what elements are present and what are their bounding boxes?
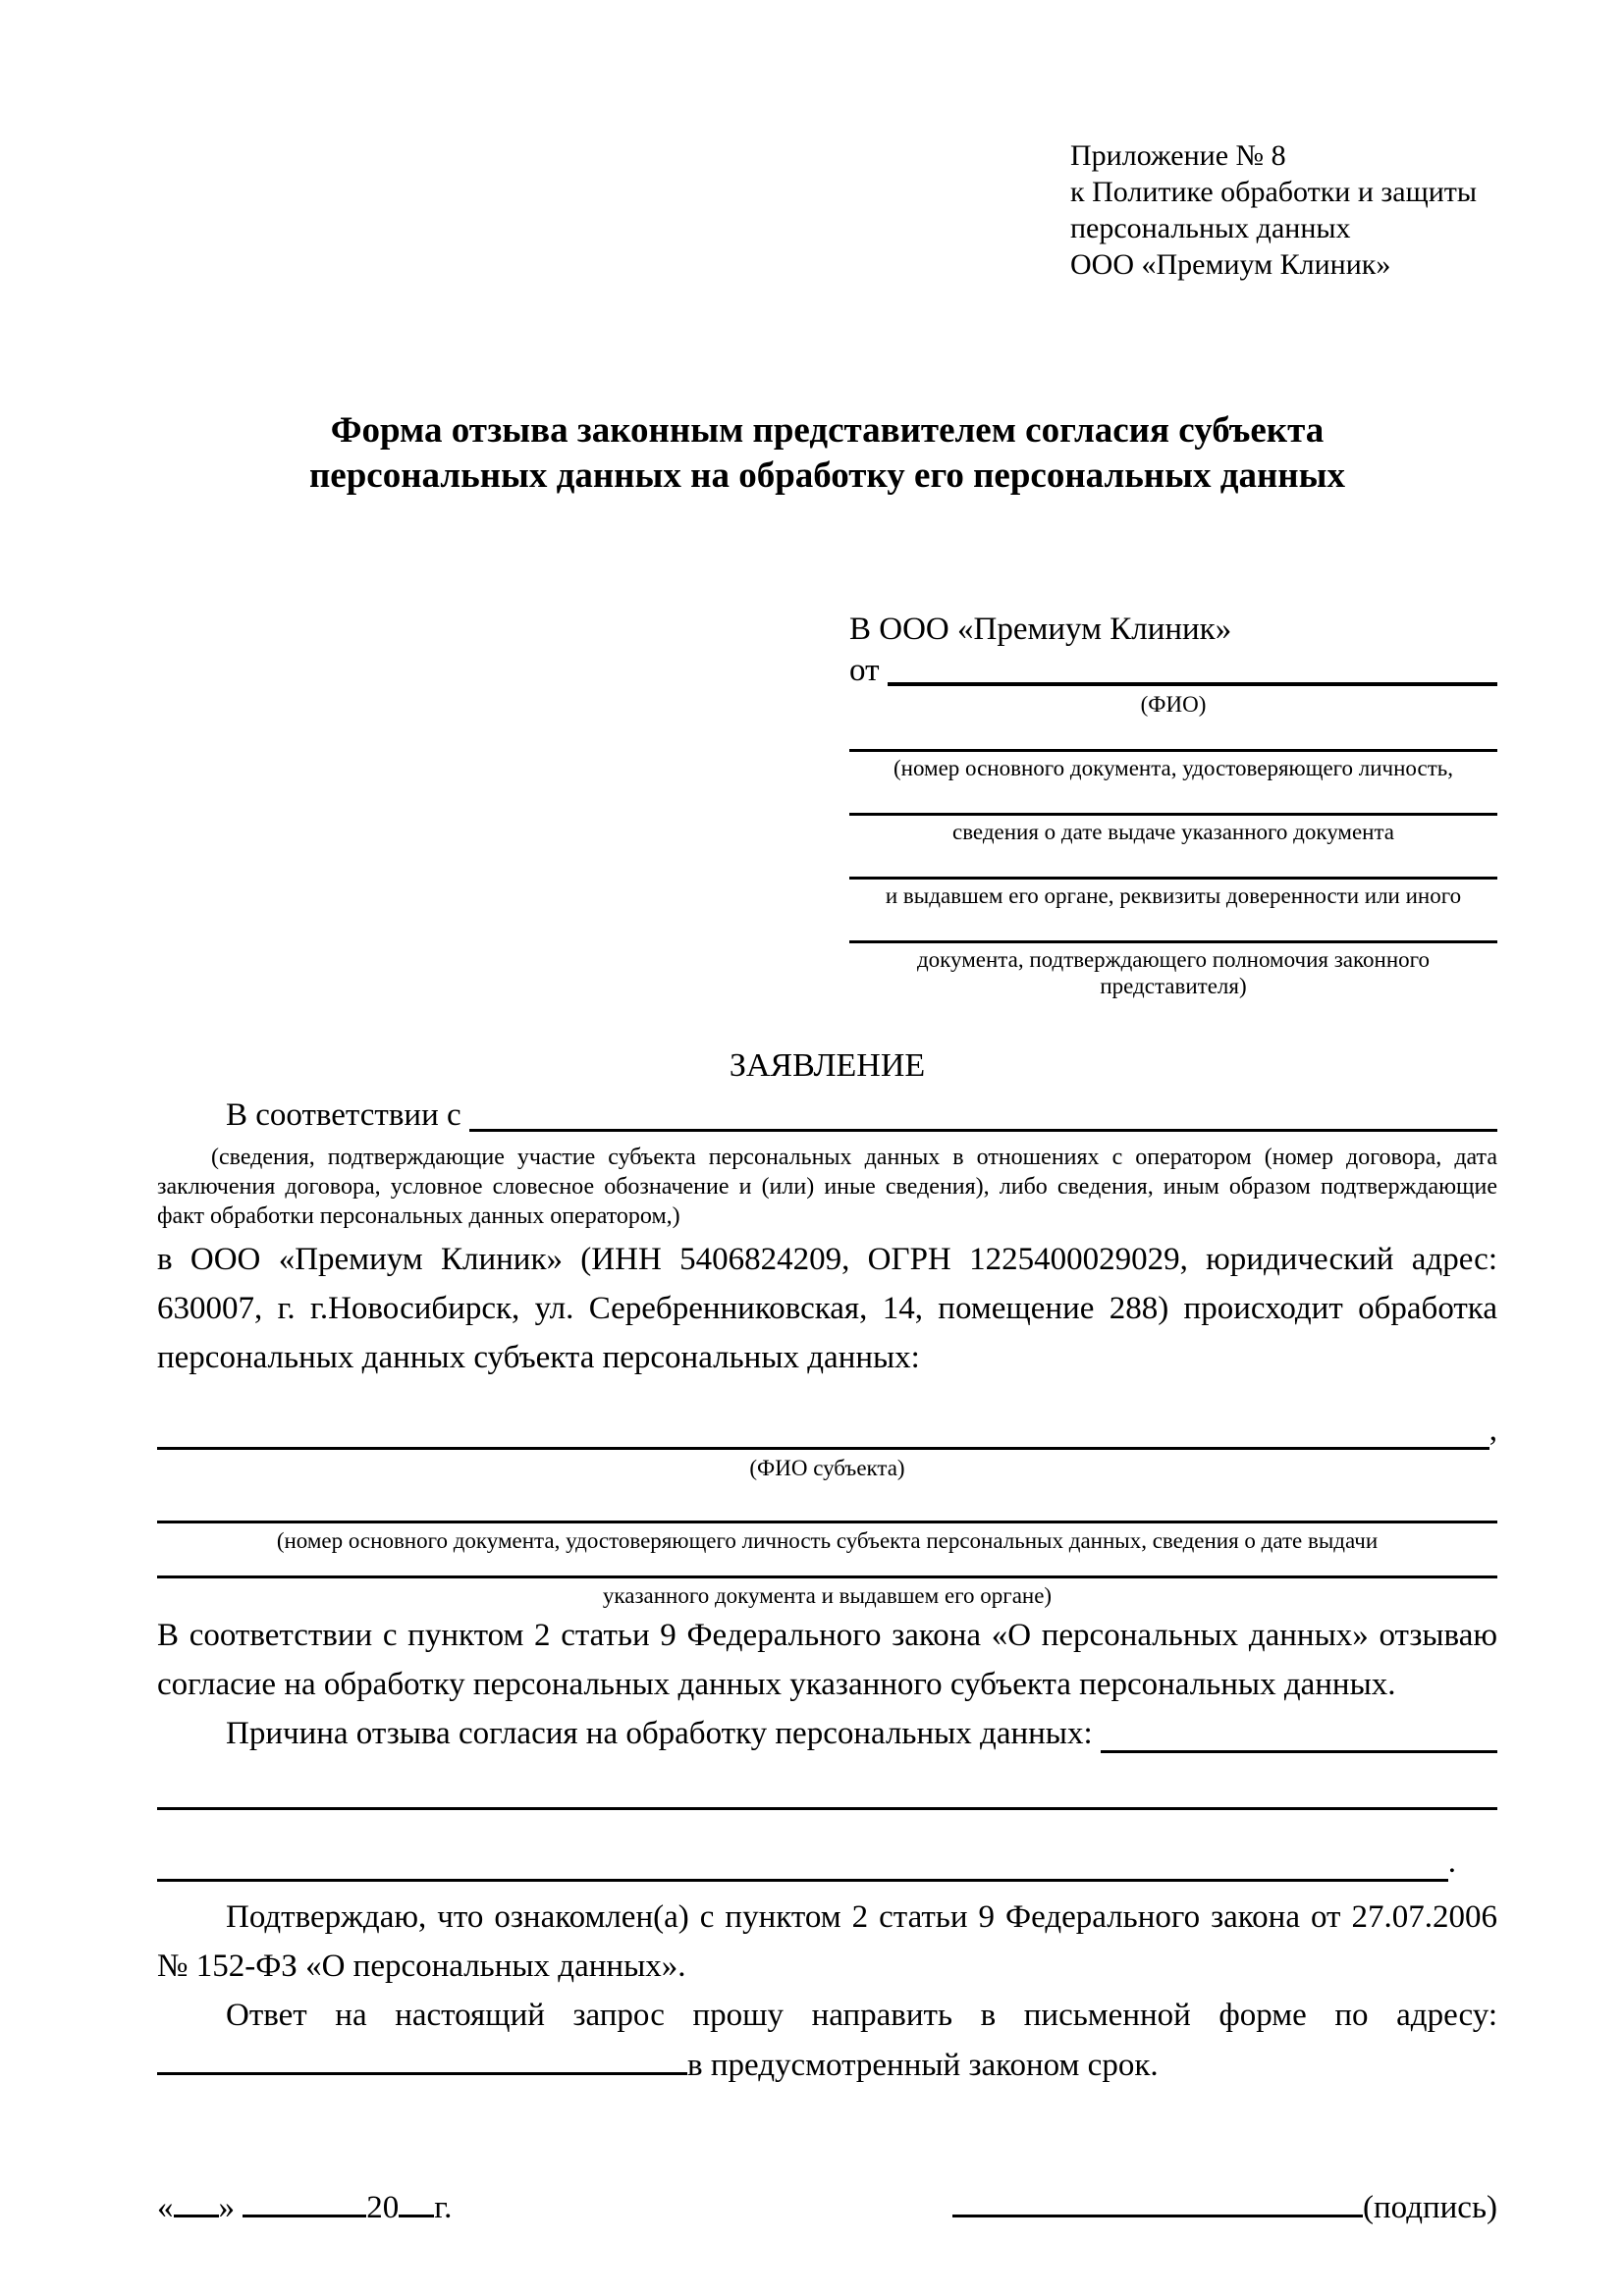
appendix-line: персональных данных: [1070, 212, 1351, 244]
field-caption: (номер основного документа, удостоверяющего личность,: [893, 756, 1453, 780]
subject-fio-line: [157, 1406, 1497, 1455]
intro-line: [157, 1094, 1497, 1137]
date-month-blank: [243, 2185, 366, 2217]
reason-spacer: [1093, 1709, 1101, 1758]
addressee-block: [849, 609, 1497, 999]
blank-line: [157, 1807, 1497, 1810]
blank-line: [157, 1521, 1497, 1523]
withdrawal-paragraph: В соответствии с пунктом 2 статьи 9 Федерального закона «О персональных данных» отзываю согласие на обработку персональных данных указанного субъекта персональных данных.: [157, 1618, 1497, 1702]
reason-blank-line: [1101, 1709, 1497, 1753]
field-caption: сведения о дате выдаче указанного документа: [951, 820, 1395, 844]
blank-line: [849, 940, 1497, 943]
date-group: [157, 2185, 452, 2229]
address-blank-line: [157, 2043, 687, 2075]
field-caption: и выдавшем его органе, реквизиты доверенности или иного: [885, 883, 1462, 908]
blank-line: [849, 749, 1497, 752]
operator-paragraph: в ООО «Премиум Клиник» (ИНН 5406824209, ОГРН 1225400029029, юридический адрес: 630007, г. г.Новосибирск, ул. Серебренниковская, 14, помещение 288) происходит обработка персональных данных субъекта персональных данных:: [157, 1242, 1497, 1375]
subject-fio-blank-line: [157, 1406, 1489, 1450]
field-caption: документа, подтверждающего полномочия законного представителя): [916, 947, 1430, 998]
blank-line: [849, 877, 1497, 880]
addressee-to: В ООО «Премиум Клиник»: [849, 612, 1232, 647]
intro-spacer: [461, 1094, 469, 1137]
from-spacer: [880, 650, 888, 691]
date-year-prefix: 20: [366, 2190, 400, 2225]
appendix-line: ООО «Премиум Клиник»: [1070, 248, 1391, 281]
intro-label: В соответствии с: [226, 1097, 461, 1133]
signature-blank-line: [952, 2185, 1363, 2217]
document-title: [157, 408, 1497, 499]
blank-line: [849, 813, 1497, 816]
appendix-line: Приложение № 8: [1070, 139, 1286, 172]
signature-caption: (подпись): [1363, 2190, 1497, 2225]
response-address-line: [157, 2040, 1497, 2091]
reason-label: Причина отзыва согласия на обработку персональных данных:: [226, 1716, 1093, 1751]
period: .: [1447, 1844, 1456, 1880]
subject-doc-caption: указанного документа и выдавшем его органе): [602, 1583, 1053, 1608]
blank-line: [157, 1575, 1497, 1578]
date-day-blank: [174, 2185, 219, 2217]
document-title-line: персональных данных на обработку его персональных данных: [308, 455, 1345, 496]
date-close-quote: »: [218, 2190, 235, 2225]
statement-heading: ЗАЯВЛЕНИЕ: [729, 1047, 926, 1084]
document-title-line: Форма отзыва законным представителем согласия субъекта: [330, 410, 1325, 451]
subject-fio-caption: (ФИО субъекта): [749, 1456, 905, 1480]
date-open-quote: «: [157, 2190, 174, 2225]
date-year-suffix: г.: [434, 2190, 453, 2225]
statement-footnote: (сведения, подтверждающие участие субъекта персональных данных в отношениях с оператором (номер договора, дата заключения договора, условное словесное обозначение и (или) иные сведения), либо сведения, иным образом подтверждающие факт обработки персональных данных оператором,): [157, 1145, 1497, 1229]
appendix-line: к Политике обработки и защиты: [1070, 176, 1478, 208]
appendix-block: [1070, 137, 1497, 283]
reason-blank-continued: [157, 1838, 1497, 1887]
acknowledge-paragraph: Подтверждаю, что ознакомлен(а) с пунктом 2 статьи 9 Федерального закона от 27.07.2006 № 152-ФЗ «О персональных данных».: [157, 1899, 1497, 1984]
reason-line: [157, 1709, 1497, 1758]
signature-group: [952, 2185, 1497, 2229]
from-label: от: [849, 653, 880, 688]
blank-line: [157, 1838, 1448, 1882]
response-tail: в предусмотренный законом срок.: [687, 2048, 1159, 2083]
subject-doc-caption: (номер основного документа, удостоверяющего личность субъекта персональных данных, сведения о дате выдачи: [276, 1528, 1379, 1553]
comma: ,: [1489, 1413, 1497, 1448]
intro-blank-line: [469, 1094, 1497, 1132]
date-year-blank: [399, 2185, 434, 2217]
fio-caption: (ФИО): [1140, 692, 1207, 717]
response-intro-line: Ответ на настоящий запрос прошу направить в письменной форме по адресу:: [226, 1998, 1497, 2033]
from-blank-line: [888, 650, 1497, 686]
from-line: [849, 650, 1497, 691]
footer-row: [157, 2185, 1497, 2229]
